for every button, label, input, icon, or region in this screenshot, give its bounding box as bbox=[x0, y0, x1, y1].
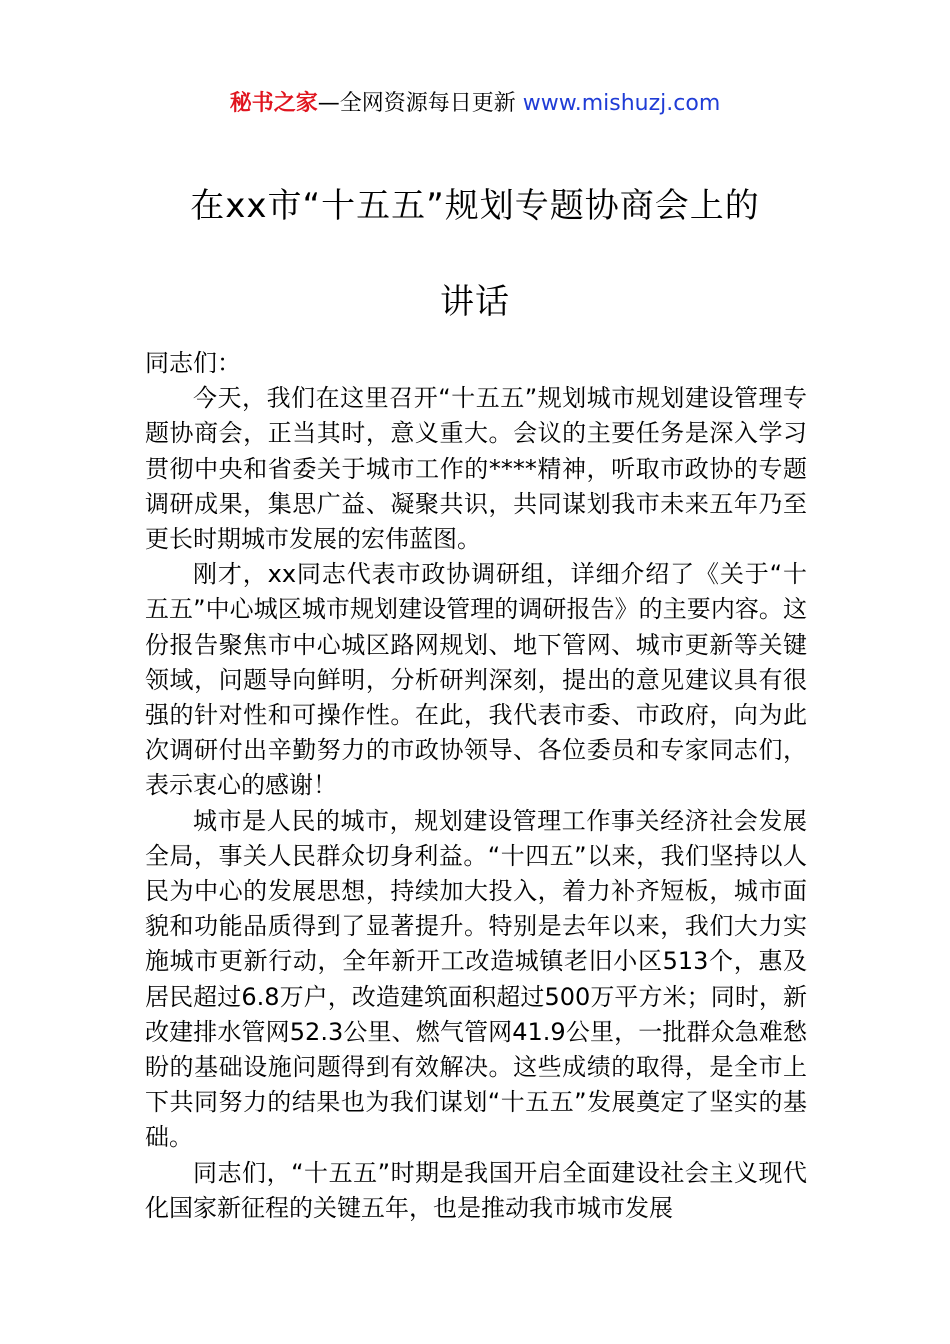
brand-name: 秘书之家 bbox=[229, 91, 318, 116]
paragraph-1: 今天，我们在这里召开“十五五”规划城市规划建设管理专题协商会，正当其时，意义重大。会议的主要任务是深入学习贯彻中央和省委关于城市工作的****精神，听取市政协的专题调研成果，集思广益、凝聚共识，共同谋划我市未来五年乃至更长时期城市发展的宏伟蓝图。 bbox=[145, 384, 807, 554]
site-header bbox=[0, 88, 950, 120]
paragraph-4: 同志们，“十五五”时期是我国开启全面建设社会主义现代化国家新征程的关键五年，也是推动我市城市发展 bbox=[145, 1158, 807, 1222]
title-line-1: 在xx市“十五五”规划专题协商会上的 bbox=[190, 186, 760, 226]
paragraph-2: 刚才，xx同志代表市政协调研组，详细介绍了《关于“十五五”中心城区城市规划建设管理的调研报告》的主要内容。这份报告聚焦市中心城区路网规划、地下管网、城市更新等关键领域，问题导向鲜明，分析研判深刻，提出的意见建议具有很强的针对性和可操作性。在此，我代表市委、市政府，向为此次调研付出辛勤努力的市政协领导、各位委员和专家同志们，表示衷心的感谢！ bbox=[145, 560, 807, 800]
title-line-2: 讲话 bbox=[440, 282, 510, 322]
document-title bbox=[100, 158, 850, 350]
paragraph-3: 城市是人民的城市，规划建设管理工作事关经济社会发展全局，事关人民群众切身利益。“十四五”以来，我们坚持以人民为中心的发展思想，持续加大投入，着力补齐短板，城市面貌和功能品质得到了显著提升。特别是去年以来，我们大力实施城市更新行动，全年新开工改造城镇老旧小区513个，惠及居民超过6.8万户，改造建筑面积超过500万平方米；同时，新改建排水管网52.3公里、燃气管网41.9公里，一批群众急难愁盼的基础设施问题得到有效解决。这些成绩的取得，是全市上下共同努力的结果也为我们谋划“十五五”发展奠定了坚实的基础。 bbox=[145, 806, 807, 1152]
header-tagline: —全网资源每日更新 bbox=[317, 91, 523, 116]
site-url-link[interactable]: www.mishuzj.com bbox=[522, 91, 721, 116]
document-body bbox=[145, 346, 807, 1226]
salutation: 同志们： bbox=[145, 349, 241, 377]
